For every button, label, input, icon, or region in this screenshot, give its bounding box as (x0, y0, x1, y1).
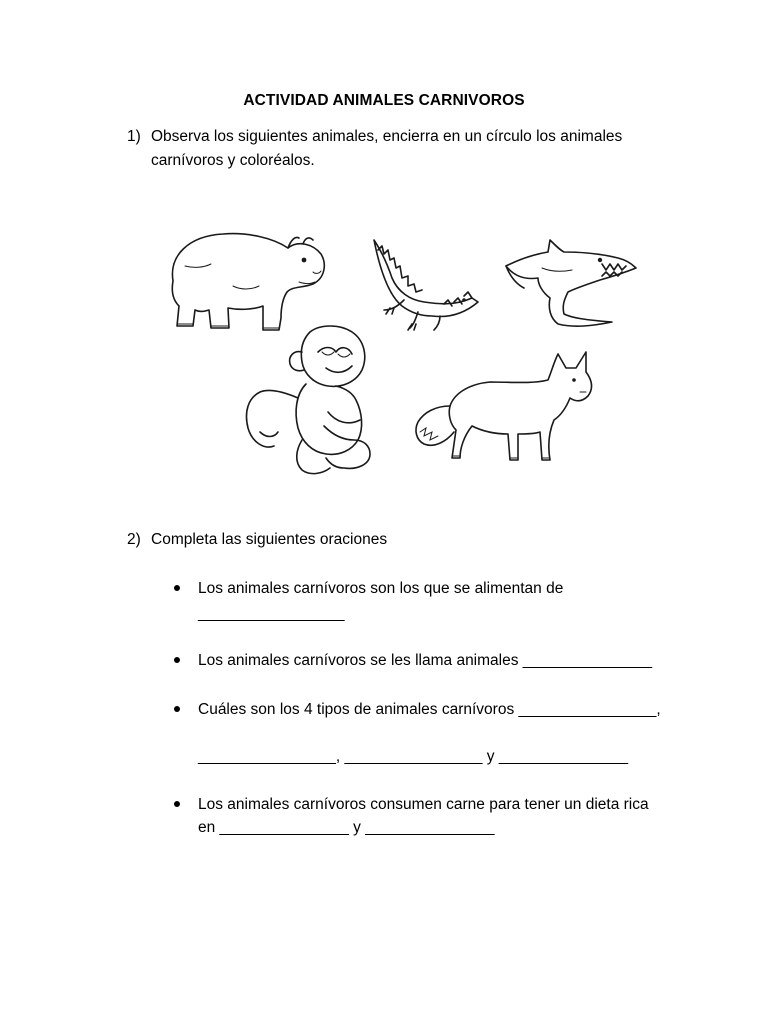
bullet-icon (174, 657, 180, 663)
sentence-1-line-1: Los animales carnívoros son los que se alimentan de (198, 580, 564, 597)
question-2-text: Completa las siguientes oraciones (151, 531, 388, 548)
shark-icon (502, 236, 638, 328)
question-2-number: 2) (127, 531, 141, 548)
sentence-4-line-2: en _______________ y _______________ (198, 819, 495, 836)
bullet-icon (174, 585, 180, 591)
bullet-icon (174, 801, 180, 807)
page-title: ACTIVIDAD ANIMALES CARNIVOROS (243, 92, 525, 109)
sentence-3-line-1: Cuáles son los 4 tipos de animales carnívoros ________________, (198, 701, 661, 718)
hippo-icon (163, 226, 328, 334)
question-1-number: 1) (127, 128, 141, 145)
sentence-2-line-1: Los animales carnívoros se les llama animales _______________ (198, 652, 653, 669)
monkey-icon (240, 322, 380, 478)
question-1-line-1: Observa los siguientes animales, encierra en un círculo los animales (151, 128, 623, 145)
bullet-icon (174, 706, 180, 712)
sentence-1-line-2: _________________ (198, 605, 345, 622)
sentence-3-line-2: ________________, ________________ y _______________ (198, 748, 629, 765)
question-1-text (151, 125, 651, 173)
question-1-line-2: carnívoros y coloréalos. (151, 152, 315, 169)
sentence-4-line-1: Los animales carnívoros consumen carne para tener un dieta rica (198, 796, 649, 813)
crocodile-icon (368, 236, 480, 332)
fox-icon (410, 348, 600, 468)
